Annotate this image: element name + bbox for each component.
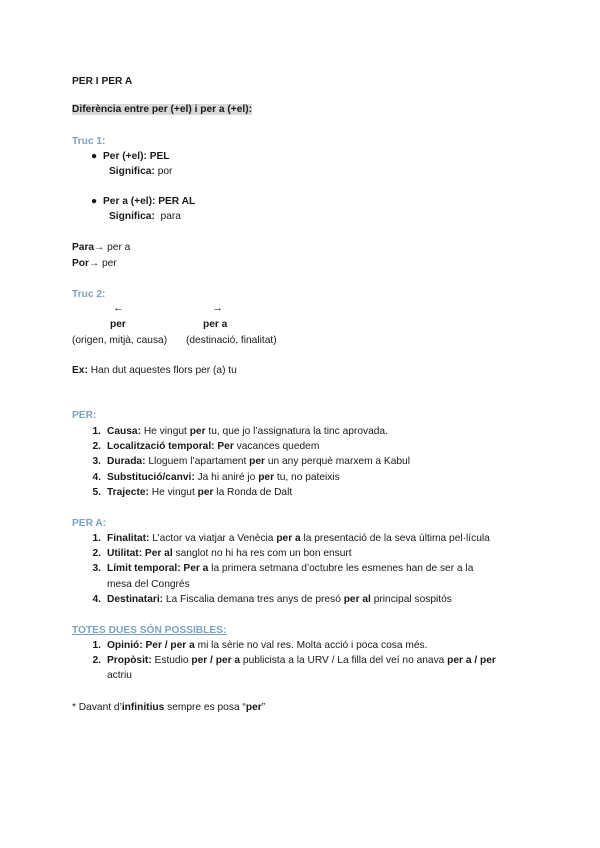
- both-item-2: 2. Propòsit: Estudio per / per a publicista a la URV / La filla del veí no anava per a / per: [87, 654, 496, 667]
- bullet-icon: ●: [91, 151, 98, 162]
- truc1-item1-title: ● Per (+el): PEL: [91, 151, 170, 162]
- por-line: Por→ per: [72, 258, 117, 269]
- list-number: 2.: [92, 441, 101, 453]
- pera-item-3-continuation: mesa del Congrés: [107, 578, 190, 590]
- truc2-left-desc: (origen, mitjà, causa): [72, 335, 168, 346]
- truc2-right-desc: (destinació, finalitat): [186, 335, 277, 346]
- per-item-1: 1. Causa: He vingut per tu, que jo l’assignatura la tinc aprovada.: [87, 425, 388, 438]
- truc1-item1-meaning: Significa: por: [109, 166, 173, 177]
- per-heading: PER:: [72, 410, 97, 421]
- both-item-1: 1. Opinió: Per / per a mi la sèrie no val res. Molta acció i poca cosa més.: [87, 639, 427, 652]
- truc2-left-word: per: [110, 319, 126, 330]
- both-item-2-continuation: actriu: [107, 670, 132, 682]
- truc1-heading: Truc 1:: [72, 136, 106, 147]
- list-number: 2.: [92, 655, 101, 667]
- list-number: 1.: [92, 640, 101, 651]
- list-number: 4.: [92, 593, 101, 605]
- left-arrow-icon: ←: [113, 302, 124, 314]
- truc2-right-word: per a: [203, 319, 228, 330]
- pera-item-2: 2. Utilitat: Per al sanglot no hi ha res com un bon ensurt: [87, 547, 352, 560]
- truc1-item2-meaning: Significa: para: [109, 211, 181, 222]
- list-number: 2.: [92, 548, 101, 560]
- pera-item-1: 1. Finalitat: L’actor va viatjar a Venècia per a la presentació de la seva última pel·lícula: [87, 532, 490, 545]
- list-number: 1.: [92, 426, 101, 437]
- para-line: Para→ per a: [72, 242, 131, 253]
- per-item-4: 4. Substitució/canvi: Ja hi aniré jo per tu, no pateixis: [87, 471, 340, 484]
- pera-heading: PER A:: [72, 518, 107, 529]
- subtitle: Diferència entre per (+el) i per a (+el):: [72, 104, 253, 115]
- truc2-heading: Truc 2:: [72, 289, 106, 300]
- per-item-5: 5. Trajecte: He vingut per la Ronda de Dalt: [87, 486, 292, 499]
- pera-item-4: 4. Destinatari: La Fiscalia demana tres anys de presó per al principal sospitós: [87, 593, 452, 606]
- list-number: 3.: [92, 563, 101, 575]
- both-heading: TOTES DUES SÓN POSSIBLES:: [72, 625, 227, 636]
- page-title: PER I PER A: [72, 76, 133, 87]
- list-number: 3.: [92, 456, 101, 468]
- example-line: Ex: Han dut aquestes flors per (a) tu: [72, 365, 237, 376]
- pera-item-3: 3. Límit temporal: Per a la primera setmana d’octubre les esmenes han de ser a la: [87, 562, 473, 575]
- list-number: 5.: [92, 486, 101, 498]
- bullet-icon: ●: [91, 196, 98, 207]
- right-arrow-icon: →: [212, 302, 223, 314]
- per-item-2: 2. Localització temporal: Per vacances quedem: [87, 440, 319, 453]
- footnote: * Davant d’infinitius sempre es posa “per”: [72, 702, 266, 713]
- list-number: 1.: [92, 533, 101, 544]
- truc1-item2-title: ● Per a (+el): PER AL: [91, 196, 196, 207]
- per-item-3: 3. Durada: Lloguem l’apartament per un any perquè marxem a Kabul: [87, 455, 410, 468]
- list-number: 4.: [92, 471, 101, 483]
